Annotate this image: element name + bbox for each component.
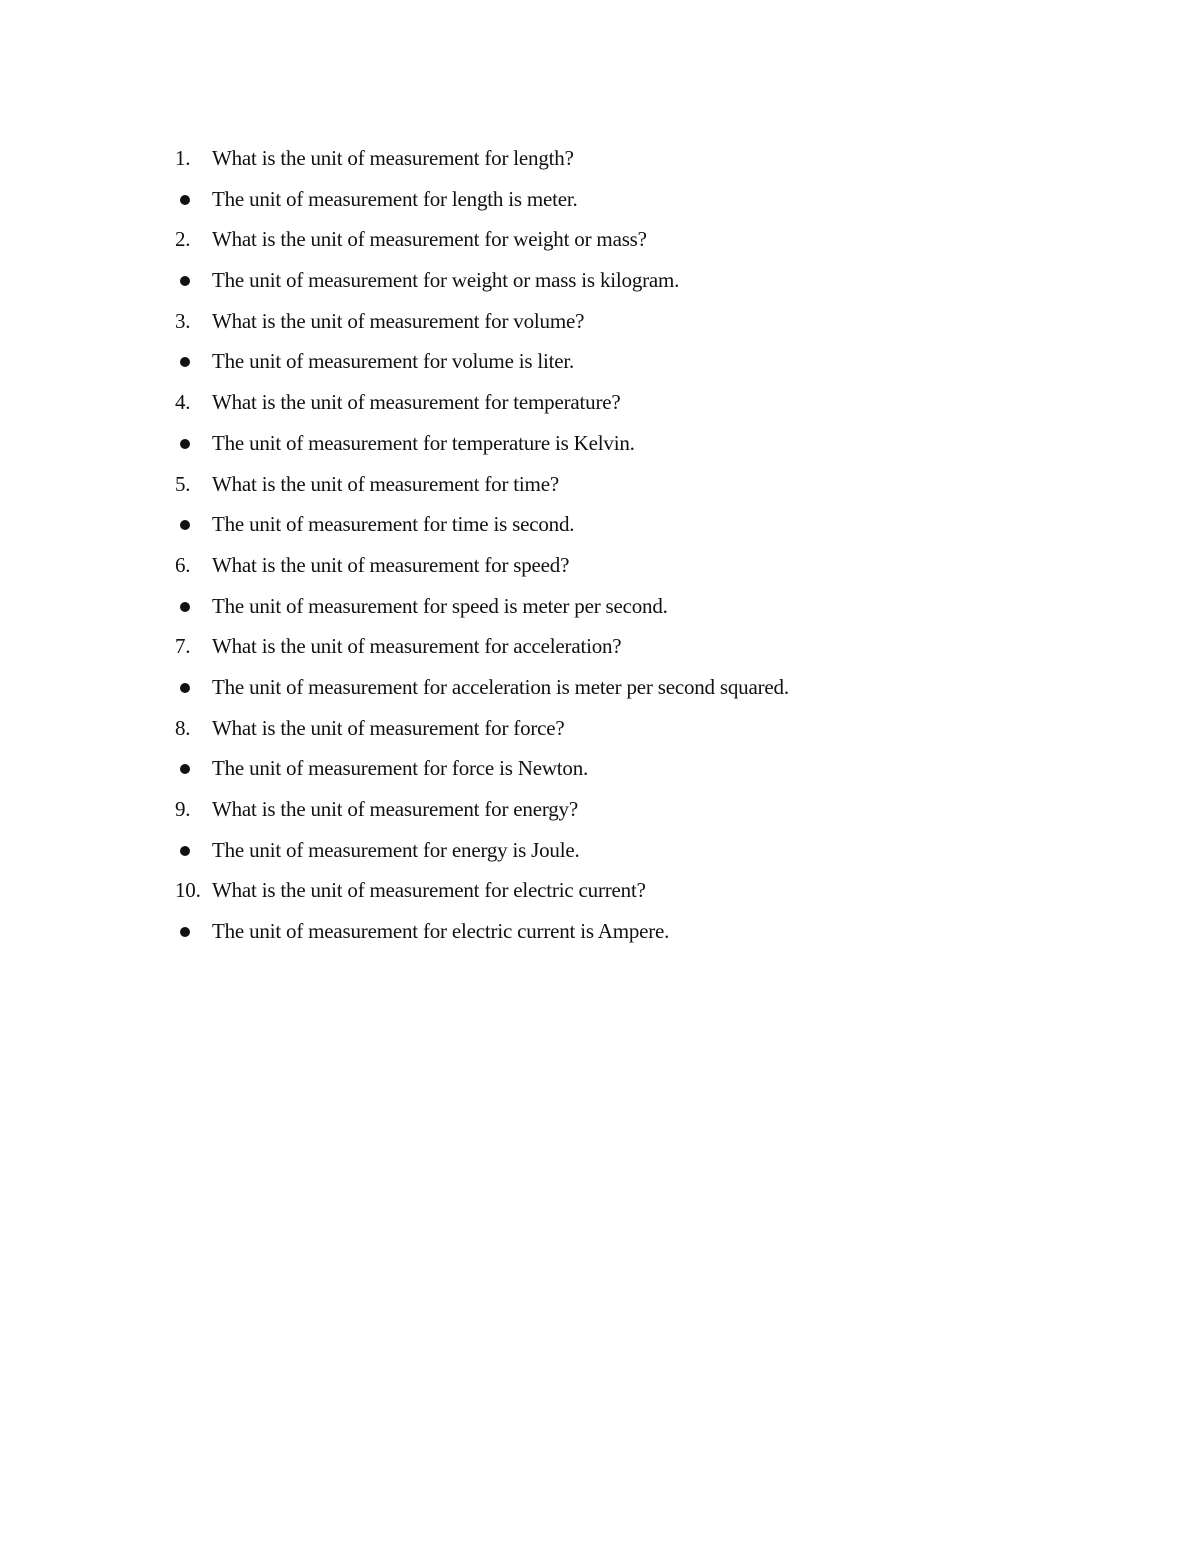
bullet-icon <box>180 439 190 449</box>
question-line <box>175 545 1075 586</box>
question-line <box>175 789 1075 830</box>
answer-text: The unit of measurement for length is meter. <box>212 186 578 211</box>
question-line <box>175 138 1075 179</box>
question-number: 7. <box>175 634 191 659</box>
question-text: What is the unit of measurement for force? <box>212 715 565 740</box>
question-number: 1. <box>175 146 191 170</box>
question-number: 4. <box>175 390 191 415</box>
question-text: What is the unit of measurement for weight or mass? <box>212 227 647 252</box>
question-number: 9. <box>175 797 191 821</box>
qa-list <box>175 138 1075 952</box>
question-line <box>175 464 1075 505</box>
question-text: What is the unit of measurement for length? <box>212 146 574 170</box>
question-text: What is the unit of measurement for temperature? <box>212 390 621 415</box>
answer-line <box>175 586 1075 627</box>
answer-line <box>175 748 1075 789</box>
answer-line <box>175 341 1075 382</box>
question-text: What is the unit of measurement for energy? <box>212 797 578 821</box>
answer-text: The unit of measurement for speed is meter per second. <box>212 593 668 618</box>
question-line <box>175 870 1075 911</box>
question-line <box>175 626 1075 667</box>
answer-text: The unit of measurement for temperature is Kelvin. <box>212 430 635 455</box>
answer-line <box>175 504 1075 545</box>
bullet-icon <box>180 846 190 856</box>
answer-text: The unit of measurement for force is Newton. <box>212 756 589 781</box>
answer-line <box>175 179 1075 220</box>
question-text: What is the unit of measurement for speed? <box>212 552 570 577</box>
answer-text: The unit of measurement for weight or mass is kilogram. <box>212 268 680 293</box>
bullet-icon <box>180 764 190 774</box>
bullet-icon <box>180 357 190 367</box>
bullet-icon <box>180 276 190 286</box>
answer-line <box>175 260 1075 301</box>
bullet-icon <box>180 602 190 612</box>
question-number: 6. <box>175 552 191 577</box>
question-line <box>175 219 1075 260</box>
answer-text: The unit of measurement for acceleration is meter per second squared. <box>212 674 789 699</box>
answer-text: The unit of measurement for volume is liter. <box>212 349 575 374</box>
answer-line <box>175 667 1075 708</box>
answer-text: The unit of measurement for time is second. <box>212 512 575 537</box>
question-text: What is the unit of measurement for time? <box>212 471 559 496</box>
bullet-icon <box>180 927 190 937</box>
answer-line <box>175 423 1075 464</box>
answer-text: The unit of measurement for energy is Joule. <box>212 837 580 862</box>
question-number: 2. <box>175 227 191 252</box>
bullet-icon <box>180 683 190 693</box>
question-number: 3. <box>175 308 191 333</box>
answer-line <box>175 830 1075 871</box>
bullet-icon <box>180 195 190 205</box>
question-line <box>175 301 1075 342</box>
bullet-icon <box>180 520 190 530</box>
question-number: 8. <box>175 715 191 740</box>
question-number: 5. <box>175 471 191 496</box>
question-line <box>175 382 1075 423</box>
question-text: What is the unit of measurement for acceleration? <box>212 634 622 659</box>
answer-text: The unit of measurement for electric current is Ampere. <box>212 919 670 944</box>
question-text: What is the unit of measurement for volume? <box>212 308 585 333</box>
question-number: 10. <box>175 878 201 903</box>
question-line <box>175 708 1075 749</box>
question-text: What is the unit of measurement for electric current? <box>212 878 646 903</box>
answer-line <box>175 911 1075 952</box>
